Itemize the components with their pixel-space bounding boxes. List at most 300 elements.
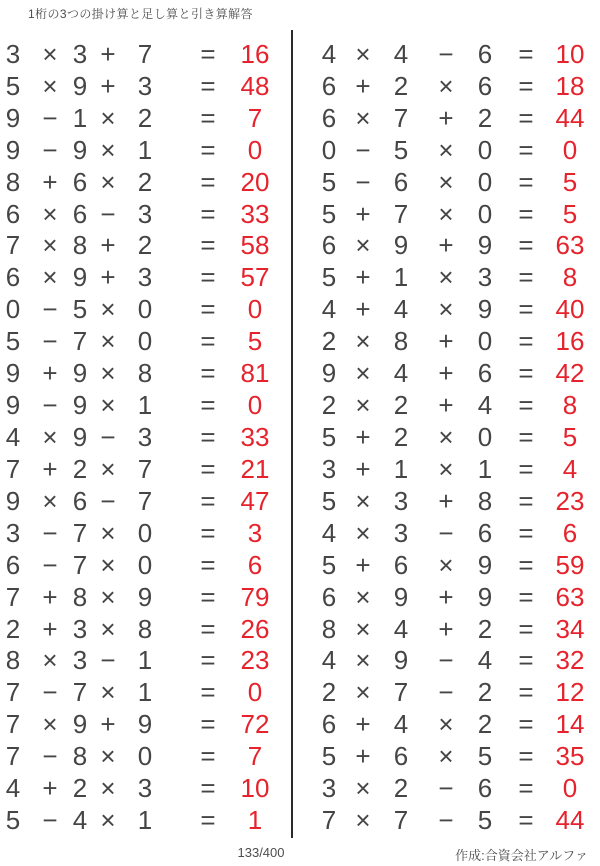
equals-sign: =: [518, 741, 534, 772]
answer: 7: [247, 102, 263, 133]
equation-row: [0, 70, 293, 102]
equals-sign: =: [200, 134, 216, 165]
operator-1: +: [42, 773, 58, 804]
operand-1: 4: [321, 517, 337, 548]
equals-sign: =: [518, 645, 534, 676]
operand-2: 4: [393, 613, 409, 644]
operand-3: 2: [477, 102, 493, 133]
operand-3: 0: [477, 326, 493, 357]
equation-row: [0, 166, 293, 198]
answer: 0: [247, 677, 263, 708]
operand-3: 1: [137, 645, 153, 676]
operator-1: ×: [355, 230, 371, 261]
answer: 44: [555, 805, 585, 836]
operand-1: 5: [321, 422, 337, 453]
operand-1: 0: [5, 294, 21, 325]
answer: 20: [240, 166, 270, 197]
equals-sign: =: [200, 549, 216, 580]
operand-1: 4: [5, 773, 21, 804]
operand-1: 5: [5, 326, 21, 357]
equation-row: [300, 325, 600, 357]
equals-sign: =: [200, 581, 216, 612]
operator-1: ×: [355, 613, 371, 644]
equation-row: [300, 261, 600, 293]
operator-2: ×: [438, 166, 454, 197]
operator-2: ×: [438, 294, 454, 325]
equals-sign: =: [200, 390, 216, 421]
equals-sign: =: [200, 805, 216, 836]
equation-row: [300, 70, 600, 102]
operator-1: ×: [355, 38, 371, 69]
answer: 42: [555, 358, 585, 389]
worksheet-title: 1桁の3つの掛け算と足し算と引き算解答: [28, 7, 253, 21]
answer: 8: [562, 262, 578, 293]
operand-1: 5: [5, 805, 21, 836]
operand-2: 4: [393, 38, 409, 69]
equation-row: [300, 581, 600, 613]
equals-sign: =: [200, 198, 216, 229]
answer: 26: [240, 613, 270, 644]
operand-3: 5: [477, 805, 493, 836]
operand-3: 0: [137, 549, 153, 580]
operand-2: 8: [72, 741, 88, 772]
operand-2: 2: [72, 453, 88, 484]
equation-row: [0, 708, 293, 740]
operand-2: 8: [393, 326, 409, 357]
answer: 35: [555, 741, 585, 772]
answer: 81: [240, 358, 270, 389]
equals-sign: =: [518, 38, 534, 69]
operand-3: 4: [477, 645, 493, 676]
equation-row: [0, 38, 293, 70]
equation-row: [300, 134, 600, 166]
operator-2: +: [438, 358, 454, 389]
equals-sign: =: [518, 326, 534, 357]
operator-1: +: [42, 581, 58, 612]
operand-2: 2: [393, 422, 409, 453]
equation-row: [300, 804, 600, 836]
operand-3: 6: [477, 70, 493, 101]
answer: 12: [555, 677, 585, 708]
operand-2: 7: [393, 677, 409, 708]
operator-1: ×: [355, 390, 371, 421]
answer: 40: [555, 294, 585, 325]
operator-1: +: [355, 709, 371, 740]
answer: 5: [247, 326, 263, 357]
operand-2: 1: [393, 262, 409, 293]
operand-2: 1: [393, 453, 409, 484]
operator-1: ×: [355, 326, 371, 357]
operand-1: 6: [321, 70, 337, 101]
equation-row: [300, 772, 600, 804]
operand-1: 4: [321, 645, 337, 676]
answer: 47: [240, 485, 270, 516]
equals-sign: =: [200, 102, 216, 133]
operator-1: ×: [42, 230, 58, 261]
operand-1: 7: [5, 709, 21, 740]
equation-row: [300, 166, 600, 198]
operand-1: 7: [5, 741, 21, 772]
operand-2: 8: [72, 230, 88, 261]
equation-row: [0, 325, 293, 357]
operand-3: 3: [137, 70, 153, 101]
operand-3: 7: [137, 453, 153, 484]
operator-2: −: [438, 38, 454, 69]
equals-sign: =: [518, 390, 534, 421]
operand-1: 5: [321, 262, 337, 293]
operator-1: ×: [42, 422, 58, 453]
equation-row: [300, 389, 600, 421]
equals-sign: =: [200, 485, 216, 516]
answer: 63: [555, 230, 585, 261]
equals-sign: =: [518, 453, 534, 484]
operand-2: 9: [72, 709, 88, 740]
equals-sign: =: [200, 422, 216, 453]
equals-sign: =: [518, 709, 534, 740]
operand-2: 3: [393, 517, 409, 548]
equation-row: [300, 293, 600, 325]
operator-1: −: [355, 166, 371, 197]
operator-2: ×: [438, 549, 454, 580]
operator-2: ×: [100, 549, 116, 580]
operator-2: +: [100, 709, 116, 740]
operator-2: ×: [100, 453, 116, 484]
operand-2: 7: [393, 102, 409, 133]
equation-row: [0, 421, 293, 453]
operand-2: 6: [72, 198, 88, 229]
operator-2: ×: [438, 741, 454, 772]
operand-1: 7: [321, 805, 337, 836]
equals-sign: =: [518, 262, 534, 293]
operand-2: 6: [393, 549, 409, 580]
operand-1: 4: [5, 422, 21, 453]
operator-1: −: [42, 549, 58, 580]
operator-2: ×: [100, 134, 116, 165]
operand-2: 5: [393, 134, 409, 165]
operand-1: 9: [5, 134, 21, 165]
operator-2: −: [100, 645, 116, 676]
operand-3: 9: [477, 581, 493, 612]
operand-2: 6: [72, 485, 88, 516]
operand-2: 7: [72, 326, 88, 357]
operand-1: 4: [321, 294, 337, 325]
equation-row: [300, 613, 600, 645]
answer: 21: [240, 453, 270, 484]
equation-row: [300, 645, 600, 677]
equals-sign: =: [200, 453, 216, 484]
operand-1: 2: [321, 390, 337, 421]
operator-2: −: [438, 645, 454, 676]
operator-1: +: [355, 453, 371, 484]
operator-2: ×: [438, 198, 454, 229]
answer: 10: [555, 38, 585, 69]
answer: 3: [247, 517, 263, 548]
operator-1: ×: [355, 581, 371, 612]
answer: 57: [240, 262, 270, 293]
operator-1: +: [355, 422, 371, 453]
equals-sign: =: [518, 102, 534, 133]
equation-row: [0, 645, 293, 677]
equation-row: [0, 293, 293, 325]
operand-2: 8: [72, 581, 88, 612]
operand-2: 3: [72, 613, 88, 644]
equals-sign: =: [200, 709, 216, 740]
operand-1: 5: [321, 166, 337, 197]
operand-1: 6: [321, 709, 337, 740]
equals-sign: =: [200, 677, 216, 708]
operator-1: +: [355, 70, 371, 101]
answer: 5: [562, 166, 578, 197]
operand-2: 9: [393, 230, 409, 261]
equation-row: [0, 357, 293, 389]
equation-row: [0, 581, 293, 613]
operand-3: 9: [477, 294, 493, 325]
answer: 0: [247, 390, 263, 421]
operator-2: +: [100, 38, 116, 69]
equation-row: [0, 804, 293, 836]
operand-1: 6: [5, 262, 21, 293]
operator-1: −: [42, 390, 58, 421]
operator-1: −: [42, 741, 58, 772]
operator-1: −: [42, 677, 58, 708]
equals-sign: =: [518, 70, 534, 101]
operand-1: 6: [321, 581, 337, 612]
equation-row: [0, 102, 293, 134]
operator-2: +: [438, 230, 454, 261]
answer: 18: [555, 70, 585, 101]
answer: 16: [240, 38, 270, 69]
operator-1: ×: [355, 485, 371, 516]
equation-row: [0, 389, 293, 421]
operator-1: ×: [355, 773, 371, 804]
operator-1: ×: [42, 198, 58, 229]
equation-row: [0, 772, 293, 804]
operator-2: +: [438, 326, 454, 357]
operand-1: 2: [5, 613, 21, 644]
operand-3: 1: [137, 805, 153, 836]
answer: 16: [555, 326, 585, 357]
equals-sign: =: [200, 166, 216, 197]
operator-2: −: [438, 677, 454, 708]
operand-1: 3: [5, 38, 21, 69]
operand-2: 4: [393, 358, 409, 389]
operand-2: 2: [393, 70, 409, 101]
operator-1: −: [42, 326, 58, 357]
operator-1: ×: [42, 645, 58, 676]
page-number: 133/400: [237, 845, 285, 860]
operand-1: 6: [5, 549, 21, 580]
operator-1: ×: [355, 517, 371, 548]
equals-sign: =: [200, 262, 216, 293]
equation-row: [300, 198, 600, 230]
operand-3: 4: [477, 390, 493, 421]
operand-1: 9: [321, 358, 337, 389]
operand-3: 3: [137, 773, 153, 804]
operator-1: +: [355, 549, 371, 580]
operand-1: 5: [321, 198, 337, 229]
operator-2: ×: [100, 805, 116, 836]
operator-1: ×: [42, 485, 58, 516]
operand-3: 2: [137, 166, 153, 197]
operator-1: −: [355, 134, 371, 165]
operator-1: ×: [355, 358, 371, 389]
equation-row: [300, 485, 600, 517]
operator-1: −: [42, 134, 58, 165]
answer: 34: [555, 613, 585, 644]
answer: 8: [562, 390, 578, 421]
equals-sign: =: [518, 485, 534, 516]
operand-2: 1: [72, 102, 88, 133]
operand-3: 8: [477, 485, 493, 516]
operand-1: 9: [5, 485, 21, 516]
equation-row: [300, 421, 600, 453]
operand-2: 9: [72, 358, 88, 389]
operand-1: 8: [321, 613, 337, 644]
equation-row: [300, 357, 600, 389]
operand-2: 4: [72, 805, 88, 836]
answer: 5: [562, 198, 578, 229]
operand-2: 7: [393, 198, 409, 229]
answer: 59: [555, 549, 585, 580]
operand-3: 0: [477, 166, 493, 197]
operand-1: 0: [321, 134, 337, 165]
equals-sign: =: [518, 517, 534, 548]
operator-2: +: [438, 581, 454, 612]
operator-2: ×: [100, 294, 116, 325]
equals-sign: =: [518, 166, 534, 197]
answer: 72: [240, 709, 270, 740]
equals-sign: =: [200, 773, 216, 804]
operand-1: 7: [5, 230, 21, 261]
operand-3: 0: [477, 134, 493, 165]
operand-3: 0: [137, 741, 153, 772]
equation-row: [300, 517, 600, 549]
operator-2: ×: [100, 677, 116, 708]
operand-1: 6: [321, 230, 337, 261]
operand-3: 6: [477, 358, 493, 389]
equals-sign: =: [200, 517, 216, 548]
answer: 79: [240, 581, 270, 612]
operand-2: 9: [72, 134, 88, 165]
operand-3: 2: [137, 102, 153, 133]
answer: 32: [555, 645, 585, 676]
operand-1: 5: [321, 741, 337, 772]
operand-2: 7: [72, 549, 88, 580]
operator-2: ×: [100, 741, 116, 772]
operand-1: 3: [321, 773, 337, 804]
equation-row: [300, 740, 600, 772]
equation-row: [0, 261, 293, 293]
column-divider-line: [291, 30, 293, 838]
answer: 10: [240, 773, 270, 804]
equals-sign: =: [200, 326, 216, 357]
operand-2: 9: [393, 645, 409, 676]
operator-1: ×: [355, 102, 371, 133]
operand-3: 6: [477, 773, 493, 804]
operand-3: 0: [477, 198, 493, 229]
operator-2: +: [438, 613, 454, 644]
operand-3: 0: [137, 517, 153, 548]
operand-1: 3: [321, 453, 337, 484]
equals-sign: =: [518, 677, 534, 708]
operator-1: ×: [42, 70, 58, 101]
operand-2: 7: [393, 805, 409, 836]
equals-sign: =: [200, 70, 216, 101]
operator-2: ×: [438, 422, 454, 453]
equation-row: [300, 230, 600, 262]
operand-1: 2: [321, 677, 337, 708]
operator-1: +: [355, 741, 371, 772]
answer: 6: [247, 549, 263, 580]
operator-2: +: [438, 485, 454, 516]
equation-row: [0, 740, 293, 772]
operand-1: 2: [321, 326, 337, 357]
operand-3: 3: [477, 262, 493, 293]
credit-text: 作成:合資会社アルファ: [455, 848, 588, 863]
operator-1: −: [42, 517, 58, 548]
operand-3: 9: [477, 549, 493, 580]
answer: 0: [247, 294, 263, 325]
equals-sign: =: [200, 613, 216, 644]
operand-2: 2: [393, 773, 409, 804]
operand-3: 7: [137, 38, 153, 69]
answer: 23: [240, 645, 270, 676]
operator-1: +: [42, 613, 58, 644]
operand-1: 5: [321, 485, 337, 516]
operand-3: 9: [477, 230, 493, 261]
operand-2: 6: [72, 166, 88, 197]
operand-3: 8: [137, 358, 153, 389]
operand-1: 8: [5, 645, 21, 676]
operand-2: 3: [393, 485, 409, 516]
equation-row: [300, 453, 600, 485]
operator-1: ×: [355, 645, 371, 676]
operand-2: 3: [72, 38, 88, 69]
operator-2: −: [438, 805, 454, 836]
equations-column-right: [300, 38, 600, 836]
equation-row: [0, 517, 293, 549]
operator-1: +: [42, 358, 58, 389]
operand-2: 4: [393, 709, 409, 740]
answer: 0: [562, 134, 578, 165]
operand-3: 0: [477, 422, 493, 453]
equation-row: [0, 613, 293, 645]
answer: 58: [240, 230, 270, 261]
equation-row: [0, 485, 293, 517]
answer: 33: [240, 198, 270, 229]
equation-row: [300, 676, 600, 708]
operand-3: 0: [137, 326, 153, 357]
equals-sign: =: [200, 38, 216, 69]
operand-3: 0: [137, 294, 153, 325]
operand-3: 6: [477, 38, 493, 69]
operator-2: −: [438, 517, 454, 548]
operator-1: ×: [42, 262, 58, 293]
operand-3: 1: [137, 134, 153, 165]
operand-1: 6: [321, 102, 337, 133]
equals-sign: =: [518, 422, 534, 453]
equations-column-left: [0, 38, 293, 836]
answer: 14: [555, 709, 585, 740]
operand-3: 3: [137, 262, 153, 293]
operand-3: 2: [137, 230, 153, 261]
equals-sign: =: [518, 581, 534, 612]
operand-3: 2: [477, 709, 493, 740]
operator-2: ×: [100, 613, 116, 644]
operator-2: ×: [100, 517, 116, 548]
operator-1: ×: [42, 709, 58, 740]
operator-2: ×: [438, 134, 454, 165]
